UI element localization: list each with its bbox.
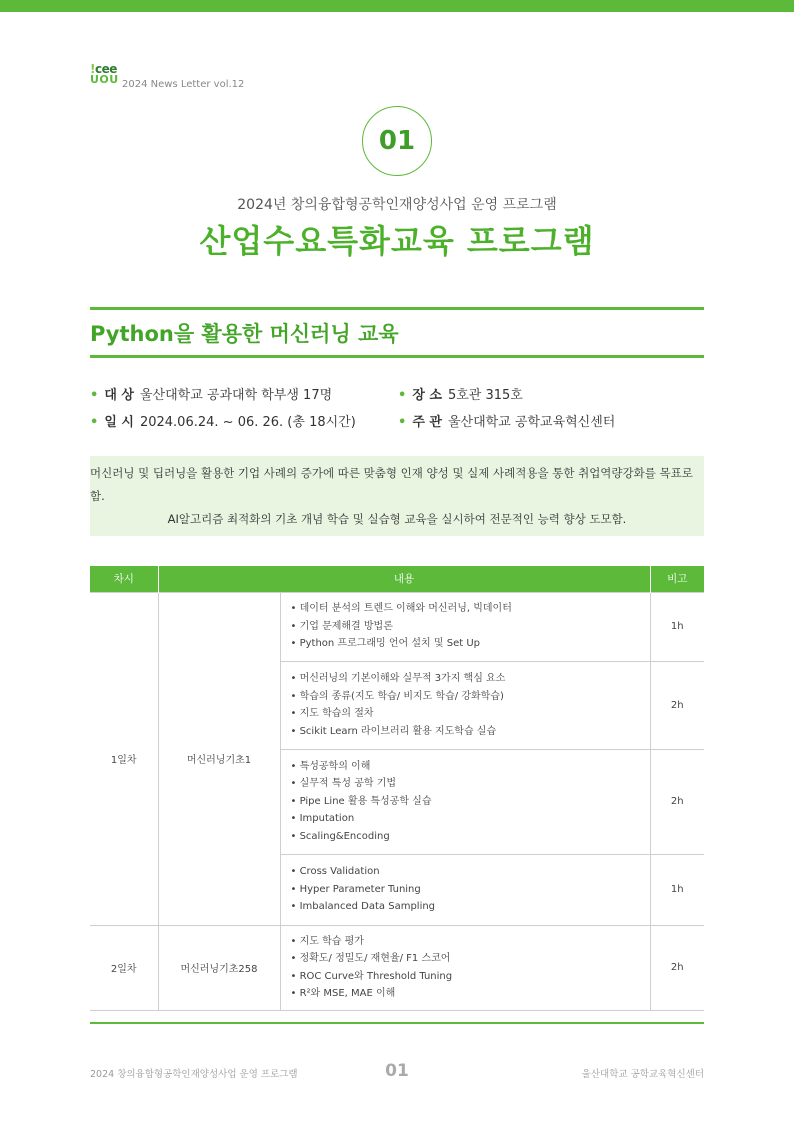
program-title: Python을 활용한 머신러닝 교육 [90,322,399,346]
top-accent-bar [0,0,794,12]
content-cell [280,925,650,1010]
content-item: • 실무적 특성 공학 기법 [291,775,640,793]
content-item: • Pipe Line 활용 특성공학 실습 [291,793,640,811]
content-item: • Python 프로그래밍 언어 설치 및 Set Up [291,635,640,653]
cee-logo: !cee UOU [90,62,119,86]
bullet-icon: • [90,415,99,430]
content-cell [280,749,650,854]
bullet-icon: • [398,415,407,430]
bullet-icon: • [398,388,407,403]
table-bottom-rule [90,1022,704,1024]
info-host: • 주 관 울산대학교 공학교육혁신센터 [398,415,616,430]
summary-line: AI알고리즘 최적화의 기초 개념 학습 및 실습형 교육을 실시하여 전문적인 능력 향상 도모함. [167,511,627,526]
header-content: 내용 [158,566,650,592]
info-place: • 장 소 5호관 315호 [398,388,523,403]
info-target: • 대 상 울산대학교 공과대학 학부생 17명 [90,388,333,403]
content-cell [280,592,650,661]
section-divider-top [90,307,704,310]
hours-cell: 2h [650,749,704,854]
content-item: • 머신러닝의 기본이해와 실무적 3가지 핵심 요소 [291,670,640,688]
summary-box [90,456,704,536]
course-cell: 머신러닝기초1 [158,592,280,925]
info-date: • 일 시 2024.06.24. ~ 06. 26. (총 18시간) [90,415,356,430]
course-cell: 머신러닝기초258 [158,925,280,1010]
header-session: 차시 [90,566,158,592]
content-item: • 학습의 종류(지도 학습/ 비지도 학습/ 강화학습) [291,688,640,706]
content-item: • 데이터 분석의 트렌드 이해와 머신러닝, 빅데이터 [291,600,640,618]
summary-line: 머신러닝 및 딥러닝을 활용한 기업 사례의 증가에 따른 맞춤형 인재 양성 및 실제 사례적용을 통한 취업역량강화를 목표로 함. [90,465,693,503]
footer-organization: 울산대학교 공학교육혁신센터 [581,1069,704,1080]
section-number-badge: 01 [362,106,432,176]
content-item: • 정확도/ 정밀도/ 재현율/ F1 스코어 [291,950,640,968]
content-item: • ROC Curve와 Threshold Tuning [291,968,640,986]
content-item: • Scikit Learn 라이브러리 활용 지도학습 실습 [291,723,640,741]
content-item: • Imbalanced Data Sampling [291,898,640,916]
hours-cell: 2h [650,925,704,1010]
hours-cell: 1h [650,592,704,661]
content-item: • 기업 문제해결 방법론 [291,618,640,636]
page-title: 산업수요특화교육 프로그램 [199,222,595,260]
content-item: • R²와 MSE, MAE 이해 [291,985,640,1003]
day-cell: 1일차 [90,592,158,925]
bullet-icon: • [90,388,99,403]
table-row [90,925,704,1010]
hours-cell: 2h [650,661,704,749]
header-note: 비고 [650,566,704,592]
content-item: • 특성공학의 이해 [291,758,640,776]
content-cell [280,661,650,749]
content-item: • Imputation [291,810,640,828]
content-item: • Hyper Parameter Tuning [291,881,640,899]
newsletter-label: 2024 News Letter vol.12 [122,79,245,90]
content-item: • Scaling&Encoding [291,828,640,846]
content-item: • 지도 학습의 절차 [291,705,640,723]
hours-cell: 1h [650,854,704,925]
footer-page-number: 01 [385,1061,409,1081]
schedule-table [90,566,704,1011]
footer-program-name: 2024 창의융합형공학인재양성사업 운영 프로그램 [90,1069,298,1080]
section-divider-bottom [90,355,704,358]
content-item: • Cross Validation [291,863,640,881]
table-header-row [90,566,704,592]
table-row [90,592,704,661]
content-item: • 지도 학습 평가 [291,933,640,951]
content-cell [280,854,650,925]
page-subtitle: 2024년 창의융합형공학인재양성사업 운영 프로그램 [237,197,557,213]
day-cell: 2일차 [90,925,158,1010]
